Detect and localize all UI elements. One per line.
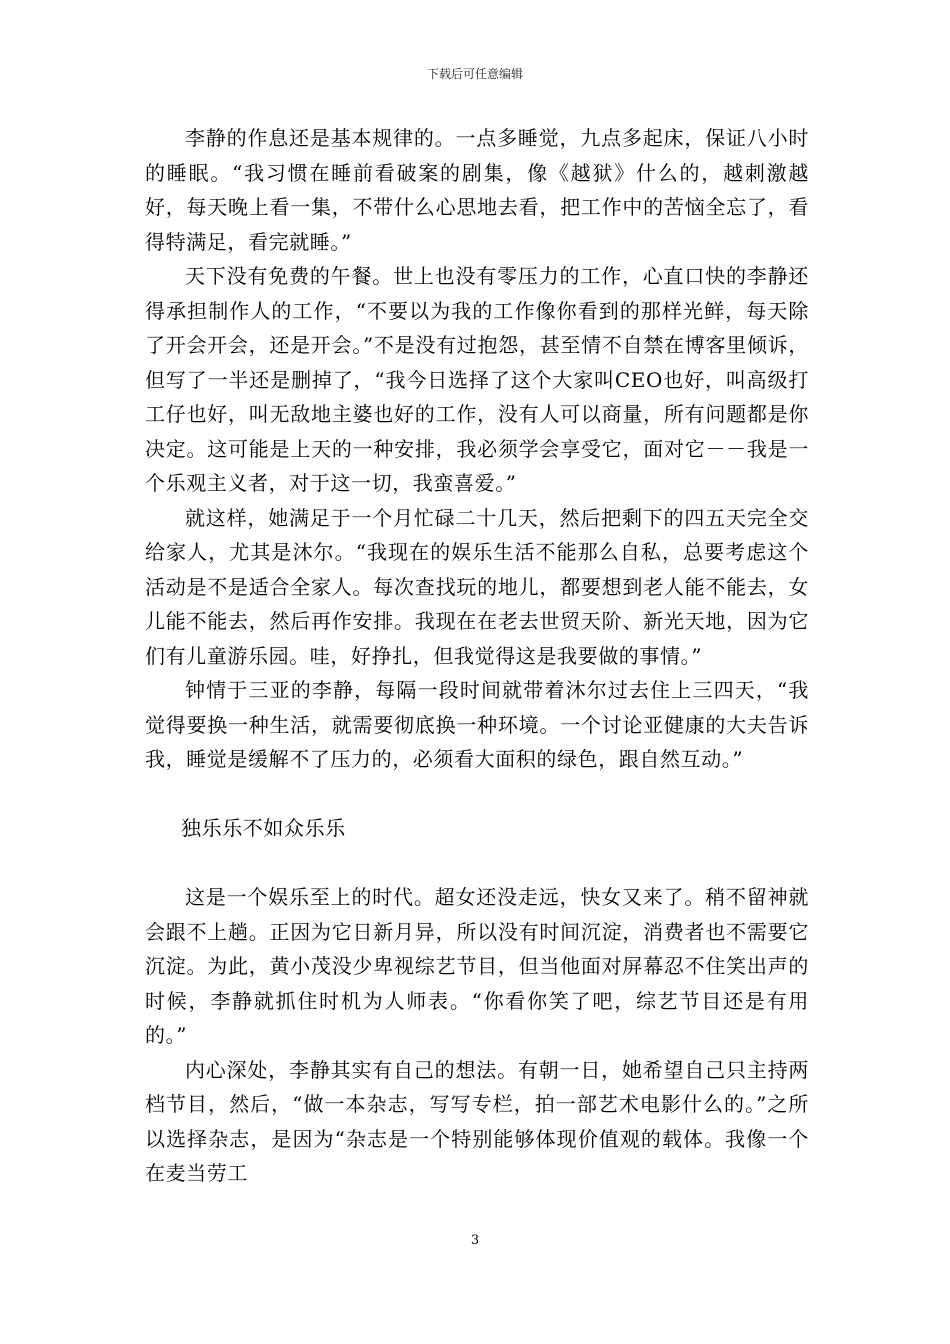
paragraph: 就这样，她满足于一个月忙碌二十几天，然后把剩下的四五天完全交给家人，尤其是沐尔。“我现在的娱乐生活不能那么自私，总要考虑这个活动是不是适合全家人。每次查找玩的地儿，都要想到老人能不能去，女儿能不能去，然后再作安排。我现在在老去世贸天阶、新光天地，因为它们有儿童游乐园。哇，好挣扎，但我觉得这是我要做的事情。” — [145, 505, 809, 668]
paragraph: 钟情于三亚的李静，每隔一段时间就带着沐尔过去住上三四天，“我觉得要换一种生活，就需要彻底换一种环境。一个讨论亚健康的大夫告诉我，睡觉是缓解不了压力的，必须看大面积的绿色，跟自然互动。” — [145, 678, 809, 771]
page-number: 3 — [470, 1233, 480, 1248]
paragraph: 天下没有免费的午餐。世上也没有零压力的工作，心直口快的李静还得承担制作人的工作，“不要以为我的工作像你看到的那样光鲜，每天除了开会开会，还是开会。”不是没有过抱怨，甚至情不自禁在博客里倾诉，但写了一半还是删掉了，“我今日选择了这个大家叫CEO也好，叫高级打工仔也好，叫无敌地主婆也好的工作，没有人可以商量，所有问题都是你决定。这可能是上天的一种安排，我必须学会享受它，面对它－－我是一个乐观主义者，对于这一切，我蛮喜爱。” — [145, 264, 809, 495]
paragraph: 内心深处，李静其实有自己的想法。有朝一日，她希望自己只主持两档节目，然后，“做一本杂志，写写专栏，拍一部艺术电影什么的。”之所以选择杂志，是因为“杂志是一个特别能够体现价值观的载体。我像一个在麦当劳工 — [145, 1057, 809, 1185]
page-header: 下载后可任意编辑 — [426, 67, 523, 81]
paragraph: 这是一个娱乐至上的时代。超女还没走远，快女又来了。稍不留神就会跟不上趟。正因为它日新月异，所以没有时间沉淀，消费者也不需要它沉淀。为此，黄小茂没少卑视综艺节目，但当他面对屏幕忍不住笑出声的时候，李静就抓住时机为人师表。“你看你笑了吧，综艺节目还是有用的。” — [145, 885, 809, 1047]
section-heading: 独乐乐不如众乐乐 — [181, 816, 346, 840]
document-body — [145, 121, 809, 1191]
paragraph: 李静的作息还是基本规律的。一点多睡觉，九点多起床，保证八小时的睡眠。“我习惯在睡前看破案的剧集，像《越狱》什么的，越刺激越好，每天晚上看一集，不带什么心思地去看，把工作中的苦恼全忘了，看得特满足，看完就睡。” — [145, 126, 809, 254]
